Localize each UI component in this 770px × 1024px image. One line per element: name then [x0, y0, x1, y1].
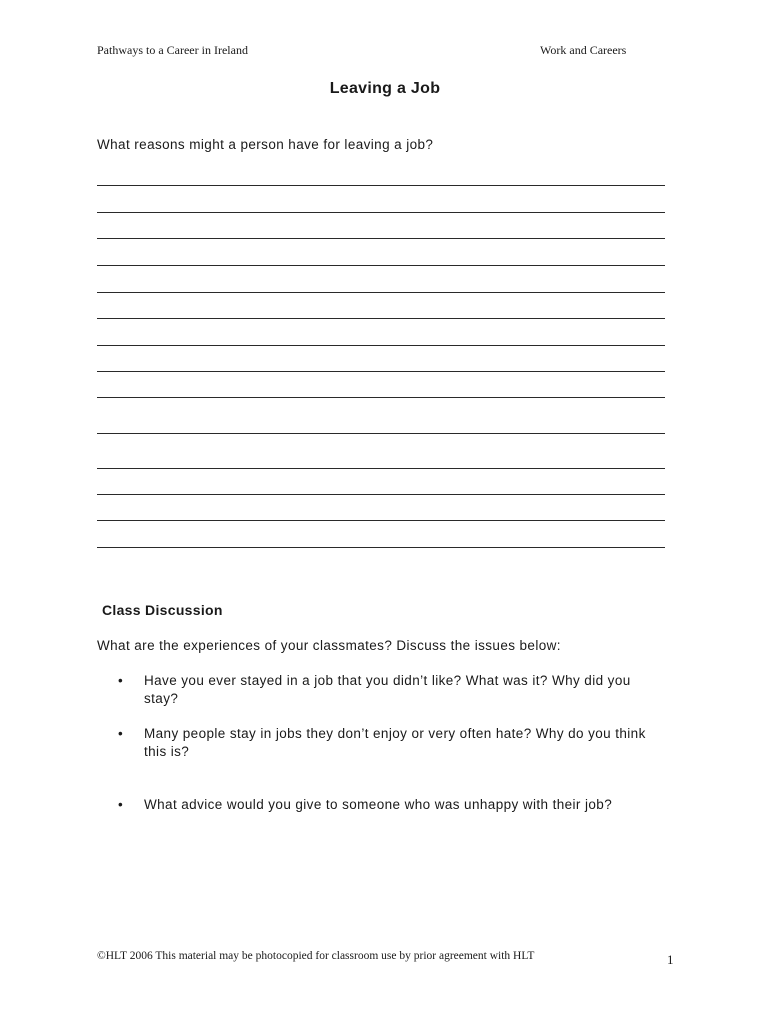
discussion-question: Have you ever stayed in a job that you didn’t like? What was it? Why did you stay? — [144, 673, 631, 706]
answer-line — [97, 212, 665, 213]
answer-line — [97, 468, 665, 469]
answer-line — [97, 494, 665, 495]
answer-line — [97, 547, 665, 548]
answer-line — [97, 318, 665, 319]
bullet-icon: • — [118, 726, 123, 741]
answer-line — [97, 238, 665, 239]
page-number: 1 — [667, 952, 674, 967]
answer-line — [97, 397, 665, 398]
discussion-question: Many people stay in jobs they don’t enjoy or very often hate? Why do you think this is? — [144, 726, 646, 759]
copyright-notice: ©HLT 2006 This material may be photocopied for classroom use by prior agreement with HLT — [97, 950, 535, 962]
answer-line — [97, 185, 665, 186]
discussion-question: What advice would you give to someone who was unhappy with their job? — [144, 797, 613, 812]
bullet-icon: • — [118, 673, 123, 688]
answer-line — [97, 292, 665, 293]
answer-line — [97, 520, 665, 521]
answer-line — [97, 265, 665, 266]
bullet-icon: • — [118, 797, 123, 812]
section-heading: Class Discussion — [102, 602, 223, 618]
question-prompt: What reasons might a person have for leaving a job? — [97, 137, 434, 152]
page-title: Leaving a Job — [329, 80, 441, 97]
answer-line — [97, 433, 665, 434]
header-course-title: Pathways to a Career in Ireland — [97, 43, 248, 57]
header-unit-title: Work and Careers — [540, 43, 627, 57]
answer-lines — [97, 0, 665, 560]
answer-line — [97, 371, 665, 372]
discussion-intro: What are the experiences of your classmates? Discuss the issues below: — [97, 638, 561, 653]
answer-line — [97, 345, 665, 346]
